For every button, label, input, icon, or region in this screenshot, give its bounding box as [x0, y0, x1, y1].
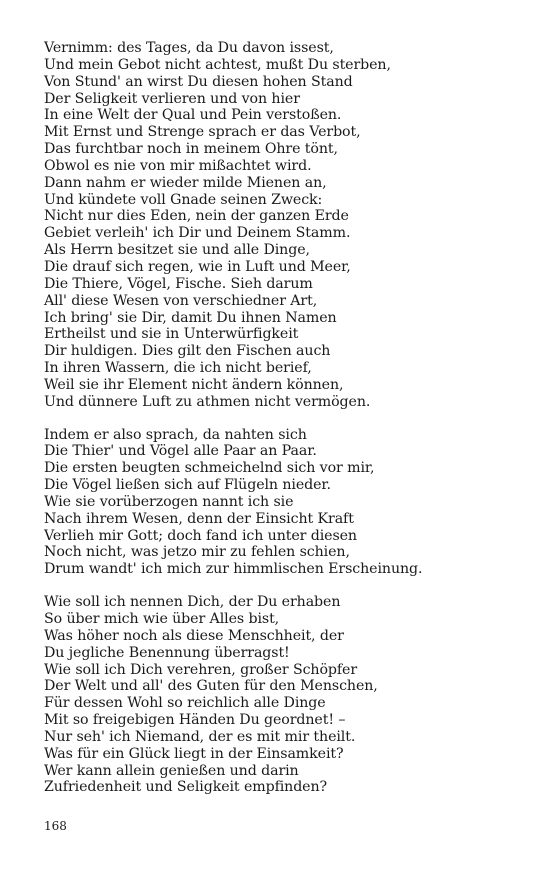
verse-line: Wie soll ich Dich verehren, großer Schöpfer [44, 661, 358, 678]
verse-line: In eine Welt der Qual und Pein verstoßen. [44, 107, 342, 124]
verse-line: Von Stund' an wirst Du diesen hohen Stand [44, 73, 353, 90]
verse-line: Indem er also sprach, da nahten sich [44, 426, 307, 443]
verse-line: Als Herrn besitzet sie und alle Dinge, [44, 242, 310, 259]
verse-line: Obwol es nie von mir mißachtet wird. [44, 157, 312, 174]
verse-line: Die drauf sich regen, wie in Luft und Meer, [44, 258, 351, 275]
verse-line: Noch nicht, was jetzo mir zu fehlen schien, [44, 544, 350, 561]
verse-line: Nach ihrem Wesen, denn der Einsicht Kraft [44, 510, 354, 527]
page-number: 168 [44, 819, 67, 833]
verse-line: Du jegliche Benennung überragst! [44, 644, 290, 661]
verse-line: Wie soll ich nennen Dich, der Du erhaben [44, 594, 341, 611]
verse-line: Wer kann allein genießen und darin [44, 762, 299, 779]
verse-line: Die Thiere, Vögel, Fische. Sieh darum [44, 275, 313, 292]
verse-line: Nur seh' ich Niemand, der es mit mir theilt. [44, 728, 356, 745]
verse-line: Die ersten beugten schmeichelnd sich vor mir, [44, 460, 375, 477]
verse-line: Und kündete voll Gnade seinen Zweck: [44, 191, 323, 208]
verse-line: Für dessen Wohl so reichlich alle Dinge [44, 695, 326, 712]
verse-line: Die Vögel ließen sich auf Flügeln nieder. [44, 477, 331, 494]
verse-line: Mit Ernst und Strenge sprach er das Verbot, [44, 124, 361, 141]
stanza-2 [44, 427, 524, 579]
verse-line: Dann nahm er wieder milde Mienen an, [44, 174, 327, 191]
stanza-1 [44, 40, 524, 411]
verse-line: Mit so freigebigen Händen Du geordnet! – [44, 712, 346, 729]
verse-line: Der Seligkeit verlieren und von hier [44, 90, 300, 107]
verse-line: Ertheilst und sie in Unterwürfigkeit [44, 326, 299, 343]
verse-line: In ihren Wassern, die ich nicht berief, [44, 360, 312, 377]
verse-line: Vernimm: des Tages, da Du davon issest, [44, 40, 334, 56]
verse-line: Verlieh mir Gott; doch fand ich unter diesen [44, 527, 357, 544]
verse-line: All' diese Wesen von verschiedner Art, [44, 292, 318, 309]
verse-line: Der Welt und all' des Guten für den Menschen, [44, 678, 378, 695]
verse-line: Dir huldigen. Dies gilt den Fischen auch [44, 343, 331, 360]
stanza-3 [44, 594, 524, 796]
verse-line: Das furchtbar noch in meinem Ohre tönt, [44, 141, 338, 158]
verse-line: Ich bring' sie Dir, damit Du ihnen Namen [44, 309, 337, 326]
verse-line: Und mein Gebot nicht achtest, mußt Du sterben, [44, 56, 391, 73]
verse-line: Die Thier' und Vögel alle Paar an Paar. [44, 443, 317, 460]
verse-line: So über mich wie über Alles bist, [44, 611, 280, 627]
verse-line: Was für ein Glück liegt in der Einsamkeit? [44, 745, 344, 762]
verse-line: Gebiet verleih' ich Dir und Deinem Stamm. [44, 225, 351, 242]
verse-line: Weil sie ihr Element nicht ändern können, [44, 376, 344, 393]
verse-line: Wie sie vorüberzogen nannt ich sie [44, 493, 294, 510]
verse-line: Nicht nur dies Eden, nein der ganzen Erde [44, 208, 349, 225]
verse-line: Zufriedenheit und Seligkeit empfinden? [44, 779, 328, 796]
poem-body [44, 40, 524, 812]
verse-line: Was höher noch als diese Menschheit, der [44, 627, 344, 644]
verse-line: Drum wandt' ich mich zur himmlischen Erscheinung. [44, 561, 423, 578]
verse-line: Und dünnere Luft zu athmen nicht vermögen. [44, 393, 371, 410]
